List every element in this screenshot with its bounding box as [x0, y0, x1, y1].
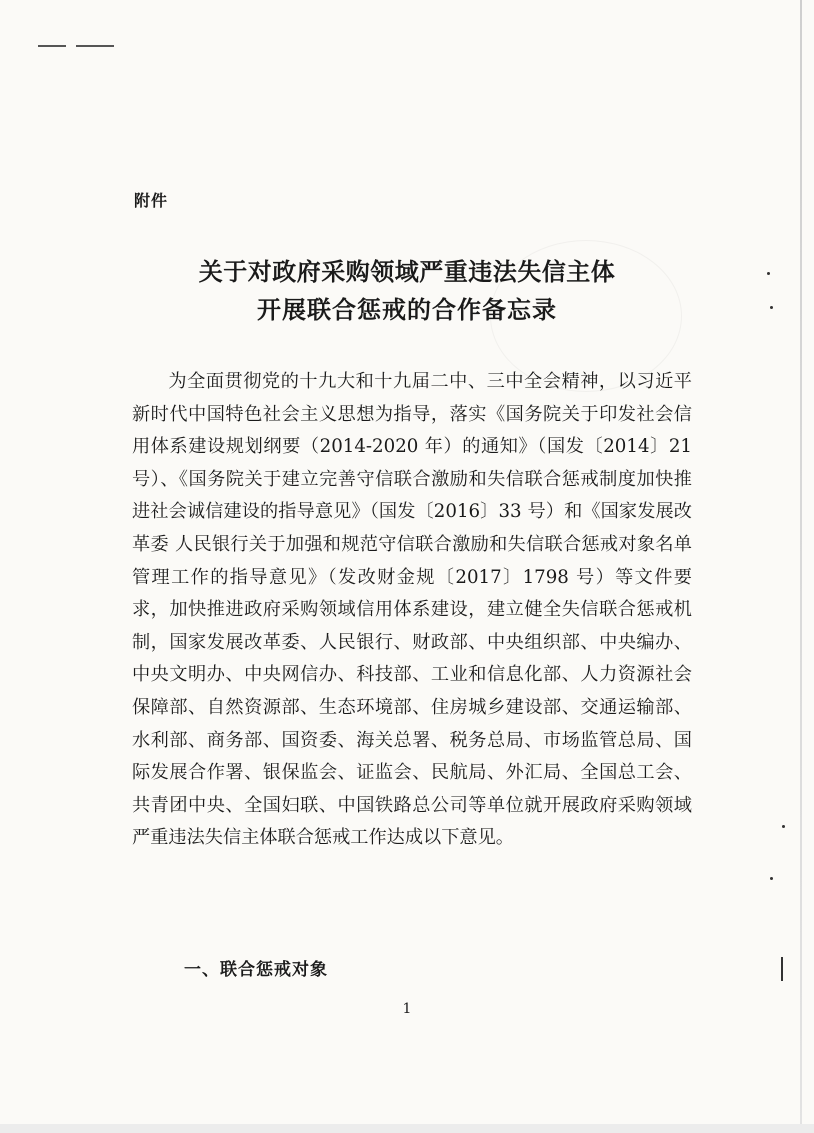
scan-mark-bar: [781, 957, 783, 981]
scan-speck: [770, 877, 773, 880]
document-title-line-2: 开展联合惩戒的合作备忘录: [257, 296, 557, 324]
scan-speck: [782, 825, 785, 828]
scan-mark-dash: [38, 45, 66, 47]
page-edge-bottom: [0, 1124, 814, 1133]
section-heading: 一、联合惩戒对象: [184, 960, 328, 980]
page-edge-right: [800, 0, 802, 1133]
body-section: [132, 366, 692, 855]
attachment-label: 附件: [134, 191, 169, 210]
scan-mark-dash: [76, 45, 114, 47]
document-title-line-1: 关于对政府采购领域严重违法失信主体: [198, 258, 616, 286]
page-number: 1: [402, 1001, 412, 1017]
body-paragraph: 为全面贯彻党的十九大和十九届二中、三中全会精神，以习近平新时代中国特色社会主义思想为指导，落实《国务院关于印发社会信用体系建设规划纲要（2014-2020 年）的通知》（国发〔2014〕21 号）、《国务院关于建立完善守信联合激励和失信联合惩戒制度加快推进社会诚信建设的指导意见》（国发〔2016〕33 号）和《国家发展改革委 人民银行关于加强和规范守信联合激励和失信联合惩戒对象名单管理工作的指导意见》（发改财金规〔2017〕1798 号）等文件要求，加快推进政府采购领域信用体系建设，建立健全失信联合惩戒机制，国家发展改革委、人民银行、财政部、中央组织部、中央编办、中央文明办、中央网信办、科技部、工业和信息化部、人力资源社会保障部、自然资源部、生态环境部、住房城乡建设部、交通运输部、水利部、商务部、国资委、海关总署、税务总局、市场监管总局、国际发展合作署、银保监会、证监会、民航局、外汇局、全国总工会、共青团中央、全国妇联、中国铁路总公司等单位就开展政府采购领域严重违法失信主体联合惩戒工作达成以下意见。: [132, 371, 692, 849]
